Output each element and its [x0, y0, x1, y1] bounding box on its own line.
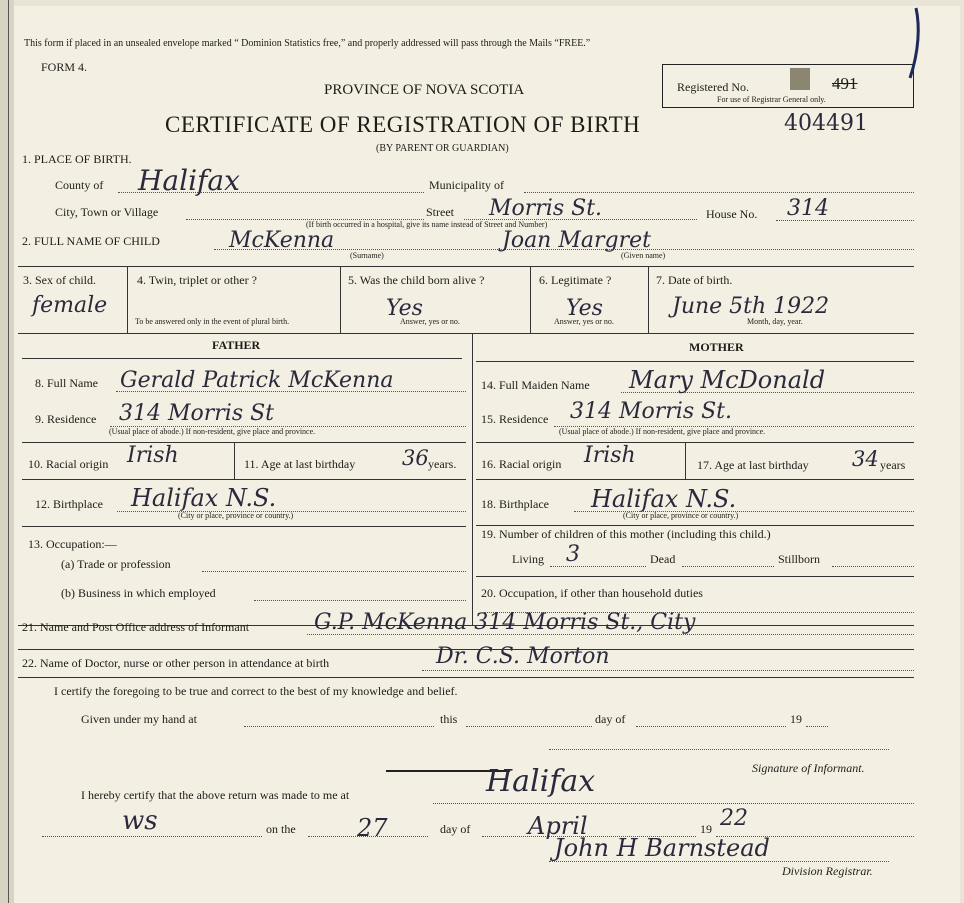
father-occ-label: 13. Occupation:— — [28, 537, 117, 551]
father-name-value: Gerald Patrick McKenna — [120, 368, 394, 393]
street-value: Morris St. — [489, 196, 603, 221]
father-name-label: 8. Full Name — [35, 376, 98, 390]
birth-certificate-form — [14, 6, 960, 903]
form-number: FORM 4. — [41, 60, 88, 74]
cert-statement: I certify the foregoing to be true and correct to the best of my knowledge and belief. — [54, 684, 458, 698]
handwritten-reg-number: 404491 — [784, 111, 868, 136]
father-racial-bottom-rule — [22, 479, 466, 480]
doctor-label: 22. Name of Doctor, nurse or other person in attendance at birth — [22, 656, 330, 670]
place-label: 1. PLACE OF BIRTH. — [22, 152, 132, 166]
street-label: Street — [426, 205, 454, 219]
pen-mark — [894, 6, 934, 86]
twin-caption: To be answered only in the event of plural birth. — [135, 317, 290, 326]
father-racial-divider — [234, 442, 235, 479]
doctor-value: Dr. C.S. Morton — [436, 644, 610, 669]
stillborn-label: Stillborn — [778, 552, 821, 566]
dob-label: 7. Date of birth. — [656, 273, 733, 287]
twin-label: 4. Twin, triplet or other ? — [137, 273, 257, 287]
father-res-label: 9. Residence — [35, 412, 97, 426]
registrar-signature: John H Barnstead — [554, 834, 770, 862]
subtitle: (BY PARENT OR GUARDIAN) — [376, 143, 509, 154]
cert-top-rule — [18, 677, 914, 678]
children-label: 19. Number of children of this mother (including this child.) — [481, 527, 771, 541]
trade-label: (a) Trade or profession — [61, 557, 171, 571]
living-value: 3 — [566, 542, 580, 567]
hereby-value: ws — [122, 806, 158, 836]
alive-value: Yes — [386, 296, 423, 321]
county-value: Halifax — [138, 164, 240, 197]
municipality-label: Municipality of — [429, 178, 504, 192]
father-years: years. — [428, 457, 457, 471]
dob-value: June 5th 1922 — [672, 294, 830, 319]
hereby-value-line — [42, 836, 262, 837]
registered-note: For use of Registrar General only. — [717, 95, 826, 104]
father-age-label: 11. Age at last birthday — [244, 457, 356, 471]
legit-caption: Answer, yes or no. — [554, 317, 614, 326]
row3-bottom-rule — [18, 333, 914, 334]
father-bp-label: 12. Birthplace — [35, 497, 103, 511]
month-line — [636, 726, 786, 727]
father-bp-value: Halifax N.S. — [131, 484, 277, 512]
father-racial-value: Irish — [127, 443, 179, 468]
legit-value: Yes — [566, 296, 603, 321]
mother-racial-divider — [685, 442, 686, 479]
day-of-label: day of — [595, 712, 626, 726]
business-line — [254, 600, 466, 601]
father-racial-label: 10. Racial origin — [28, 457, 109, 471]
father-occ-top-rule — [22, 526, 466, 527]
father-age-value: 36 — [402, 446, 429, 470]
year-prefix: 19 — [790, 712, 802, 726]
living-label: Living — [512, 552, 544, 566]
hereby-place: Halifax — [486, 764, 596, 799]
father-res-value: 314 Morris St — [119, 401, 275, 426]
trade-line — [202, 571, 466, 572]
mother-racial-value: Irish — [584, 443, 636, 468]
mother-racial-bottom-rule — [476, 479, 914, 480]
stillborn-line — [832, 566, 914, 567]
living-line — [550, 566, 646, 567]
mother-res-label: 15. Residence — [481, 412, 549, 426]
father-heading: FATHER — [212, 338, 261, 352]
father-res-caption: (Usual place of abode.) If non-resident, give place and province. — [109, 427, 316, 436]
page-title: CERTIFICATE OF REGISTRATION OF BIRTH — [165, 112, 641, 137]
informant-signature-caption: Signature of Informant. — [752, 761, 865, 775]
registrar-signature-line — [549, 861, 889, 862]
dob-caption: Month, day, year. — [747, 317, 803, 326]
mother-bp-caption: (City or place, province or country.) — [623, 511, 739, 520]
registrar-caption: Division Registrar. — [782, 864, 873, 878]
mother-res-caption: (Usual place of abode.) If non-resident, give place and province. — [559, 427, 766, 436]
informant-label: 21. Name and Post Office address of Informant — [22, 620, 250, 634]
county-label: County of — [55, 178, 104, 192]
mother-header-rule — [476, 361, 914, 362]
sex-label: 3. Sex of child. — [23, 273, 96, 287]
on-the-label: on the — [266, 822, 296, 836]
surname-caption: (Surname) — [350, 251, 384, 260]
mother-racial-top-rule — [476, 442, 914, 443]
given-under-label: Given under my hand at — [81, 712, 197, 726]
mail-notice: This form if placed in an unsealed envelope marked “ Dominion Statistics free,” and properly addressed will pass through the Mails “FREE.” — [24, 38, 591, 49]
doctor-line — [422, 670, 914, 671]
year-value: 22 — [720, 806, 748, 831]
child-given-name: Joan Margret — [502, 228, 651, 253]
child-name-label: 2. FULL NAME OF CHILD — [22, 234, 160, 248]
year-line — [806, 726, 828, 727]
municipality-line — [524, 192, 914, 193]
informant-value: G.P. McKenna 314 Morris St., City — [314, 610, 696, 635]
registered-number: 491 — [832, 74, 858, 93]
this-line — [466, 726, 592, 727]
city-label: City, Town or Village — [55, 205, 159, 219]
mother-heading: MOTHER — [689, 340, 744, 354]
legit-label: 6. Legitimate ? — [539, 273, 612, 287]
dead-label: Dead — [650, 552, 676, 566]
mother-age-value: 34 — [852, 447, 879, 471]
business-label: (b) Business in which employed — [61, 586, 216, 600]
parents-divider — [472, 333, 473, 625]
this-label: this — [440, 712, 458, 726]
page-edge-line — [8, 0, 9, 903]
page-edge — [0, 0, 14, 903]
mother-age-label: 17. Age at last birthday — [697, 458, 809, 472]
row3-divider-3 — [530, 266, 531, 333]
registered-stamp — [790, 68, 810, 90]
mother-name-label: 14. Full Maiden Name — [481, 378, 590, 392]
house-value: 314 — [787, 196, 829, 221]
month-value: April — [528, 812, 588, 840]
alive-caption: Answer, yes or no. — [400, 317, 460, 326]
given-place-line — [244, 726, 434, 727]
mother-occ-top-rule — [476, 576, 914, 577]
mother-res-value: 314 Morris St. — [570, 399, 733, 424]
mother-occ-label: 20. Occupation, if other than household duties — [481, 586, 703, 600]
father-bp-caption: (City or place, province or country.) — [178, 511, 294, 520]
row3-divider-2 — [340, 266, 341, 333]
province-heading: PROVINCE OF NOVA SCOTIA — [324, 82, 525, 98]
alive-label: 5. Was the child born alive ? — [348, 273, 485, 287]
hereby-label: I hereby certify that the above return was made to me at — [81, 788, 350, 802]
row3-top-rule — [18, 266, 914, 267]
mother-racial-label: 16. Racial origin — [481, 457, 562, 471]
father-racial-top-rule — [22, 442, 466, 443]
mother-bp-label: 18. Birthplace — [481, 497, 549, 511]
mother-years: years — [880, 458, 906, 472]
year-label: 19 — [700, 822, 712, 836]
dead-line — [682, 566, 774, 567]
day-of-label-2: day of — [440, 822, 471, 836]
hereby-line — [433, 803, 914, 804]
mother-bp-value: Halifax N.S. — [591, 485, 737, 513]
mother-children-top-rule — [476, 525, 914, 526]
child-surname: McKenna — [229, 228, 335, 253]
house-label: House No. — [706, 207, 758, 221]
day-value: 27 — [357, 814, 388, 842]
father-header-rule — [22, 358, 462, 359]
sex-value: female — [32, 293, 108, 318]
hospital-note: (If birth occurred in a hospital, give its name instead of Street and Number) — [306, 220, 548, 229]
informant-signature-line — [549, 749, 889, 750]
registered-label: Registered No. — [677, 80, 749, 94]
row3-divider-1 — [127, 266, 128, 333]
given-caption: (Given name) — [621, 251, 666, 260]
mother-name-value: Mary McDonald — [629, 366, 826, 394]
row3-divider-4 — [648, 266, 649, 333]
